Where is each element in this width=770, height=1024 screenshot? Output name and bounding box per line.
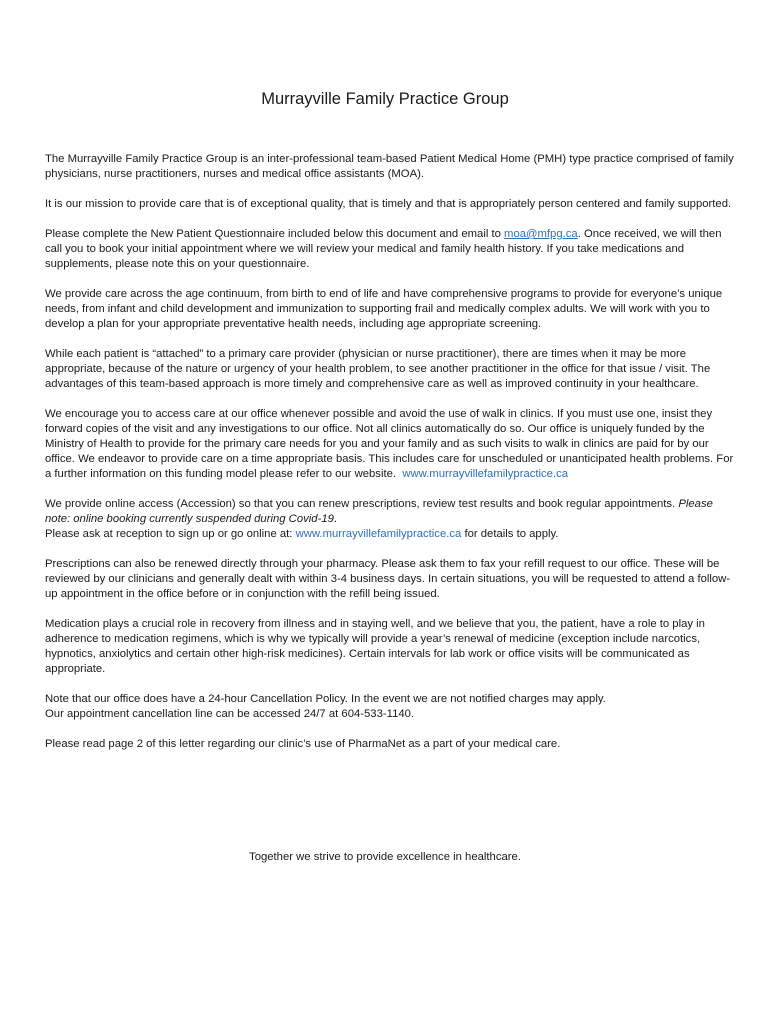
covid-note: Please note: online booking currently suspended during Covid-19 bbox=[45, 498, 713, 525]
age-continuum-paragraph: We provide care across the age continuum, from birth to end of life and have comprehensive programs to provide for everyone’s unique needs, from infant and child development and immunization to supporting frail and medically complex adults. We will work with you to develop a plan for your appropriate preventative health needs, including age appropriate screening. bbox=[45, 288, 723, 330]
signup-text-after: for details to apply. bbox=[461, 528, 559, 540]
cancellation-paragraph bbox=[45, 692, 735, 722]
online-access-text: We provide online access (Accession) so that you can renew prescriptions, review test results and book regular appointments. bbox=[45, 498, 679, 510]
prescriptions-paragraph: Prescriptions can also be renewed directly through your pharmacy. Please ask them to fax your refill request to our office. These will be reviewed by our clinicians and generally dealt with within 3-4 business days. In certain situations, you will be requested to attend a follow-up appointment in the office before or in conjunction with the refill being issued. bbox=[45, 558, 731, 600]
questionnaire-text-before: Please complete the New Patient Questionnaire included below this document and email to bbox=[45, 228, 505, 240]
signup-website-link[interactable]: www.murrayvillefamilypractice.ca bbox=[295, 528, 462, 540]
questionnaire-paragraph bbox=[45, 227, 735, 272]
attachment-paragraph: While each patient is “attached” to a primary care provider (physician or nurse practitioner), there are times when it may be more appropriate, because of the nature or urgency of your health problem, to see another practitioner in the office for that issue / visit. The advantages of this team-based approach is more timely and comprehensive care as well as improved continuity in your healthcare. bbox=[45, 348, 711, 390]
email-link[interactable]: moa@mfpg.ca bbox=[504, 228, 578, 240]
page-title: Murrayville Family Practice Group bbox=[261, 90, 509, 108]
online-access-period: . bbox=[333, 513, 338, 525]
medication-paragraph: Medication plays a crucial role in recovery from illness and in staying well, and we believe that you, the patient, have a role to play in adherence to medication regimens, which is why we typically will provide a year’s renewal of medicine (exception include narcotics, hypnotics, anxiolytics and certain other high-risk medicines). Certain intervals for lab work or office visits will be communicated as appropriate. bbox=[45, 618, 705, 675]
walk-in-text: We encourage you to access care at our office whenever possible and avoid the use of walk in clinics. If you must use one, insist they forward copies of the visit and any investigations to our office. Not all clinics automatically do so. Our office is uniquely funded by the Ministry of Health to provide for the primary care needs for you and your family and as such visits to walk in clinics are paid for by our office. We endeavor to provide care on a time appropriate basis. This includes care for unscheduled or unanticipated health problems. For a further information on this funding model please refer to our website. bbox=[45, 408, 734, 480]
signup-text-before: Please ask at reception to sign up or go online at: bbox=[45, 528, 296, 540]
online-access-paragraph bbox=[45, 497, 735, 542]
pharmanet-paragraph: Please read page 2 of this letter regarding our clinic’s use of PharmaNet as a part of your medical care. bbox=[45, 738, 561, 750]
mission-paragraph: It is our mission to provide care that is of exceptional quality, that is timely and that is appropriately person centered and family supported. bbox=[45, 198, 732, 210]
letter-body bbox=[45, 152, 735, 767]
questionnaire-text-after: . Once received, we will then call you to book your initial appointment where we will review your medical and family health history. If you take medications and supplements, please note this on your questionnaire. bbox=[45, 228, 722, 270]
closing-line: Together we strive to provide excellence in healthcare. bbox=[249, 851, 521, 863]
intro-paragraph: The Murrayville Family Practice Group is an inter-professional team-based Patient Medical Home (PMH) type practice comprised of family physicians, nurse practitioners, nurses and medical office assistants (MOA). bbox=[45, 153, 734, 180]
walk-in-paragraph bbox=[45, 407, 735, 482]
cancellation-line: Our appointment cancellation line can be accessed 24/7 at 604-533-1140. bbox=[45, 708, 415, 720]
cancellation-policy: Note that our office does have a 24-hour Cancellation Policy. In the event we are not notified charges may apply. bbox=[45, 693, 606, 705]
website-link[interactable]: www.murrayvillefamilypractice.ca bbox=[402, 468, 569, 480]
